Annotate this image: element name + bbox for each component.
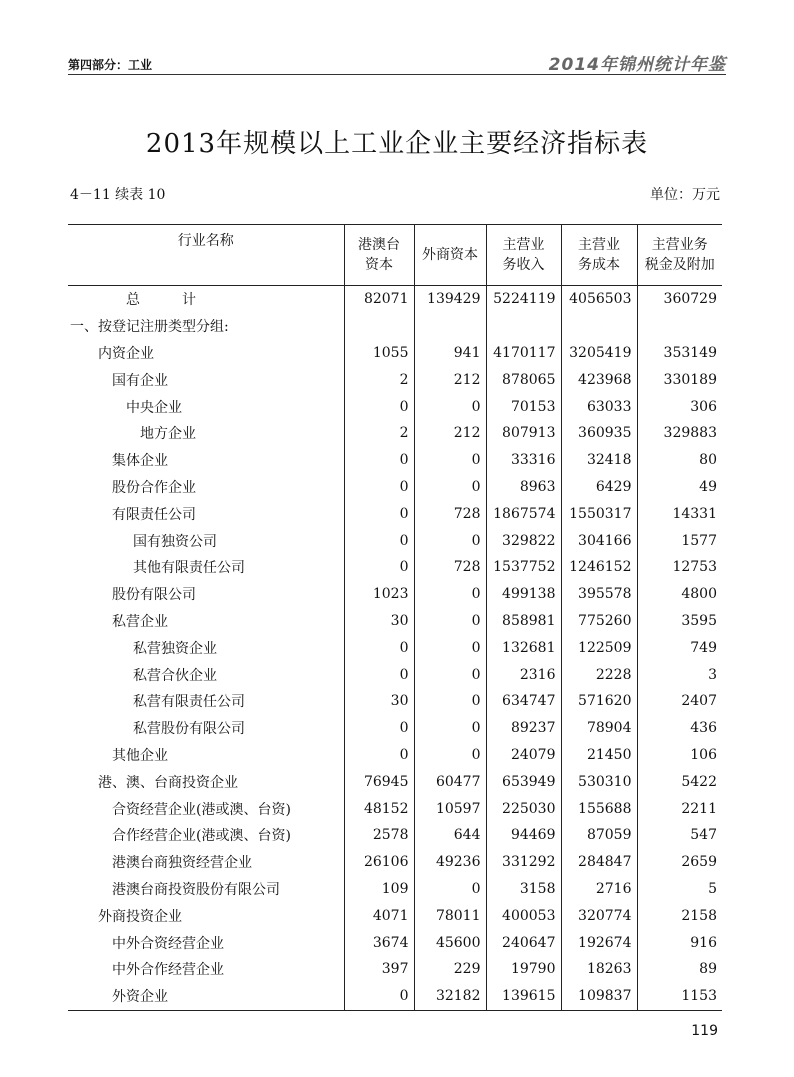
- cell-value: 331292: [486, 849, 561, 876]
- cell-value: 192674: [561, 929, 637, 956]
- cell-value: 30: [344, 688, 414, 715]
- cell-value: 749: [637, 634, 722, 661]
- cell-value: [637, 313, 722, 340]
- cell-value: 3205419: [561, 340, 637, 367]
- cell-value: 82071: [344, 286, 414, 313]
- cell-value: [344, 313, 414, 340]
- cell-value: 530310: [561, 768, 637, 795]
- cell-value: 2: [344, 366, 414, 393]
- cell-value: 878065: [486, 366, 561, 393]
- cell-value: 80: [637, 447, 722, 474]
- cell-value: 0: [414, 527, 486, 554]
- row-label: 港澳台商投资股份有限公司: [112, 881, 280, 898]
- cell-value: 2228: [561, 661, 637, 688]
- cell-value: 0: [414, 447, 486, 474]
- cell-value: 32182: [414, 983, 486, 1010]
- table-row: [68, 876, 722, 903]
- cell-value: 87059: [561, 822, 637, 849]
- table-row: [68, 956, 722, 983]
- cell-value: 0: [414, 661, 486, 688]
- cell-value: 644: [414, 822, 486, 849]
- cell-value: 728: [414, 500, 486, 527]
- table-row: [68, 500, 722, 527]
- table-row: [68, 849, 722, 876]
- table-row: [68, 366, 722, 393]
- table-body: [68, 286, 722, 1011]
- cell-value: 941: [414, 340, 486, 367]
- cell-value: [414, 313, 486, 340]
- cell-value: 807913: [486, 420, 561, 447]
- cell-value: 0: [414, 876, 486, 903]
- column-header: 主营业 务成本: [561, 225, 637, 286]
- cell-value: 0: [414, 715, 486, 742]
- cell-value: 0: [414, 474, 486, 501]
- cell-value: 229: [414, 956, 486, 983]
- cell-value: 14331: [637, 500, 722, 527]
- table-row: [68, 795, 722, 822]
- cell-value: [561, 313, 637, 340]
- cell-value: 400053: [486, 902, 561, 929]
- row-label: 合资经营企业(港或澳、台资): [112, 801, 291, 818]
- cell-value: 423968: [561, 366, 637, 393]
- cell-value: 5422: [637, 768, 722, 795]
- cell-value: 3: [637, 661, 722, 688]
- cell-value: 225030: [486, 795, 561, 822]
- cell-value: 0: [344, 554, 414, 581]
- section-label: 第四部分：工业: [68, 58, 153, 72]
- cell-value: 353149: [637, 340, 722, 367]
- cell-value: 304166: [561, 527, 637, 554]
- row-label: 外商投资企业: [98, 908, 182, 925]
- cell-value: 18263: [561, 956, 637, 983]
- cell-value: 89: [637, 956, 722, 983]
- cell-value: 4170117: [486, 340, 561, 367]
- cell-value: 0: [414, 393, 486, 420]
- cell-value: 0: [344, 393, 414, 420]
- cell-value: 0: [344, 715, 414, 742]
- cell-value: 499138: [486, 581, 561, 608]
- table-row: [68, 742, 722, 769]
- row-label: 合作经营企业(港或澳、台资): [112, 828, 291, 845]
- cell-value: 240647: [486, 929, 561, 956]
- cell-value: 12753: [637, 554, 722, 581]
- cell-value: 0: [344, 500, 414, 527]
- row-label: 私营股份有限公司: [133, 721, 245, 738]
- row-label: 其他企业: [112, 747, 168, 764]
- cell-value: 4071: [344, 902, 414, 929]
- table-row: [68, 634, 722, 661]
- cell-value: 33316: [486, 447, 561, 474]
- header-rule: [68, 74, 726, 75]
- row-label: 港澳台商独资经营企业: [112, 855, 252, 872]
- table-row: [68, 420, 722, 447]
- table-id: 4－11 续表 10: [70, 187, 166, 203]
- table-row: [68, 608, 722, 635]
- cell-value: 916: [637, 929, 722, 956]
- unit-label: 单位：万元: [650, 187, 720, 203]
- row-label: 国有企业: [112, 372, 168, 389]
- cell-value: 3595: [637, 608, 722, 635]
- cell-value: 653949: [486, 768, 561, 795]
- cell-value: 94469: [486, 822, 561, 849]
- cell-value: 2578: [344, 822, 414, 849]
- table-row: [68, 768, 722, 795]
- cell-value: 1537752: [486, 554, 561, 581]
- cell-value: 2158: [637, 902, 722, 929]
- yearbook-label: 2014年锦州统计年鉴: [548, 55, 726, 75]
- cell-value: 0: [344, 527, 414, 554]
- cell-value: 2407: [637, 688, 722, 715]
- cell-value: 5: [637, 876, 722, 903]
- row-label: 内资企业: [98, 345, 154, 362]
- cell-value: 436: [637, 715, 722, 742]
- cell-value: 0: [414, 742, 486, 769]
- row-label: 集体企业: [112, 453, 168, 470]
- cell-value: 0: [344, 634, 414, 661]
- cell-value: 78011: [414, 902, 486, 929]
- cell-value: 547: [637, 822, 722, 849]
- cell-value: 132681: [486, 634, 561, 661]
- row-label: 私营独资企业: [133, 640, 217, 657]
- cell-value: 0: [344, 474, 414, 501]
- cell-value: 45600: [414, 929, 486, 956]
- cell-value: 2211: [637, 795, 722, 822]
- cell-value: 284847: [561, 849, 637, 876]
- cell-value: 1153: [637, 983, 722, 1010]
- cell-value: 8963: [486, 474, 561, 501]
- row-label: 港、澳、台商投资企业: [98, 774, 238, 791]
- cell-value: 360935: [561, 420, 637, 447]
- cell-value: 106: [637, 742, 722, 769]
- row-label: 私营企业: [112, 613, 168, 630]
- table-row: [68, 313, 722, 340]
- cell-value: 0: [344, 661, 414, 688]
- cell-value: 1550317: [561, 500, 637, 527]
- cell-value: 48152: [344, 795, 414, 822]
- table-row: [68, 447, 722, 474]
- page-number: 119: [691, 1023, 718, 1039]
- cell-value: 109: [344, 876, 414, 903]
- row-label: 国有独资公司: [133, 533, 217, 550]
- cell-value: 49236: [414, 849, 486, 876]
- column-header: 外商资本: [414, 225, 486, 286]
- cell-value: 49: [637, 474, 722, 501]
- table-row: [68, 286, 722, 313]
- table-header-row: [68, 225, 722, 286]
- cell-value: [486, 313, 561, 340]
- row-label: 一、按登记注册类型分组:: [70, 319, 229, 336]
- table-row: [68, 474, 722, 501]
- row-label: 总 计: [126, 292, 196, 309]
- table-row: [68, 554, 722, 581]
- cell-value: 2716: [561, 876, 637, 903]
- cell-value: 63033: [561, 393, 637, 420]
- cell-value: 3674: [344, 929, 414, 956]
- row-label: 其他有限责任公司: [133, 560, 245, 577]
- row-label: 中外合资经营企业: [112, 935, 224, 952]
- cell-value: 70153: [486, 393, 561, 420]
- row-label: 股份合作企业: [112, 479, 196, 496]
- row-label: 中外合作经营企业: [112, 962, 224, 979]
- cell-value: 320774: [561, 902, 637, 929]
- cell-value: 3158: [486, 876, 561, 903]
- row-label: 有限责任公司: [112, 506, 196, 523]
- row-label: 股份有限公司: [112, 587, 196, 604]
- table-row: [68, 688, 722, 715]
- table-row: [68, 983, 722, 1010]
- table-row: [68, 527, 722, 554]
- running-header: [68, 50, 726, 74]
- cell-value: 60477: [414, 768, 486, 795]
- cell-value: 78904: [561, 715, 637, 742]
- cell-value: 139429: [414, 286, 486, 313]
- cell-value: 0: [414, 634, 486, 661]
- cell-value: 0: [344, 447, 414, 474]
- cell-value: 212: [414, 366, 486, 393]
- cell-value: 21450: [561, 742, 637, 769]
- cell-value: 2316: [486, 661, 561, 688]
- row-label: 外资企业: [68, 983, 344, 1010]
- row-label: 私营有限责任公司: [133, 694, 245, 711]
- cell-value: 1867574: [486, 500, 561, 527]
- cell-value: 24079: [486, 742, 561, 769]
- table-row: [68, 393, 722, 420]
- cell-value: 634747: [486, 688, 561, 715]
- cell-value: 10597: [414, 795, 486, 822]
- row-label: 中央企业: [126, 399, 182, 416]
- cell-value: 0: [344, 983, 414, 1010]
- cell-value: 397: [344, 956, 414, 983]
- cell-value: 0: [414, 608, 486, 635]
- cell-value: 6429: [561, 474, 637, 501]
- cell-value: 212: [414, 420, 486, 447]
- cell-value: 109837: [561, 983, 637, 1010]
- cell-value: 1055: [344, 340, 414, 367]
- cell-value: 0: [414, 581, 486, 608]
- cell-value: 1577: [637, 527, 722, 554]
- cell-value: 4056503: [561, 286, 637, 313]
- row-label: 地方企业: [140, 426, 196, 443]
- cell-value: 728: [414, 554, 486, 581]
- table-row: [68, 581, 722, 608]
- column-header: 主营业务 税金及附加: [637, 225, 722, 286]
- column-header: 港澳台 资本: [344, 225, 414, 286]
- cell-value: 858981: [486, 608, 561, 635]
- cell-value: 5224119: [486, 286, 561, 313]
- cell-value: 122509: [561, 634, 637, 661]
- cell-value: 329822: [486, 527, 561, 554]
- cell-value: 30: [344, 608, 414, 635]
- table-row: [68, 822, 722, 849]
- cell-value: 2659: [637, 849, 722, 876]
- column-header: 行业名称: [68, 225, 344, 286]
- table-row: [68, 340, 722, 367]
- cell-value: 19790: [486, 956, 561, 983]
- cell-value: 1023: [344, 581, 414, 608]
- page-title: 2013年规模以上工业企业主要经济指标表: [145, 129, 649, 159]
- cell-value: 0: [344, 742, 414, 769]
- table-row: [68, 661, 722, 688]
- cell-value: 139615: [486, 983, 561, 1010]
- cell-value: 1246152: [561, 554, 637, 581]
- cell-value: 4800: [637, 581, 722, 608]
- cell-value: 360729: [637, 286, 722, 313]
- cell-value: 571620: [561, 688, 637, 715]
- table-meta: [70, 184, 720, 204]
- cell-value: 89237: [486, 715, 561, 742]
- cell-value: 0: [414, 688, 486, 715]
- indicator-table: [68, 224, 722, 1011]
- table-row: [68, 929, 722, 956]
- cell-value: 26106: [344, 849, 414, 876]
- table-row: [68, 715, 722, 742]
- cell-value: 395578: [561, 581, 637, 608]
- cell-value: 76945: [344, 768, 414, 795]
- row-label: 私营合伙企业: [133, 667, 217, 684]
- cell-value: 329883: [637, 420, 722, 447]
- cell-value: 32418: [561, 447, 637, 474]
- cell-value: 2: [344, 420, 414, 447]
- cell-value: 306: [637, 393, 722, 420]
- column-header: 主营业 务收入: [486, 225, 561, 286]
- cell-value: 775260: [561, 608, 637, 635]
- cell-value: 155688: [561, 795, 637, 822]
- table-row: [68, 902, 722, 929]
- cell-value: 330189: [637, 366, 722, 393]
